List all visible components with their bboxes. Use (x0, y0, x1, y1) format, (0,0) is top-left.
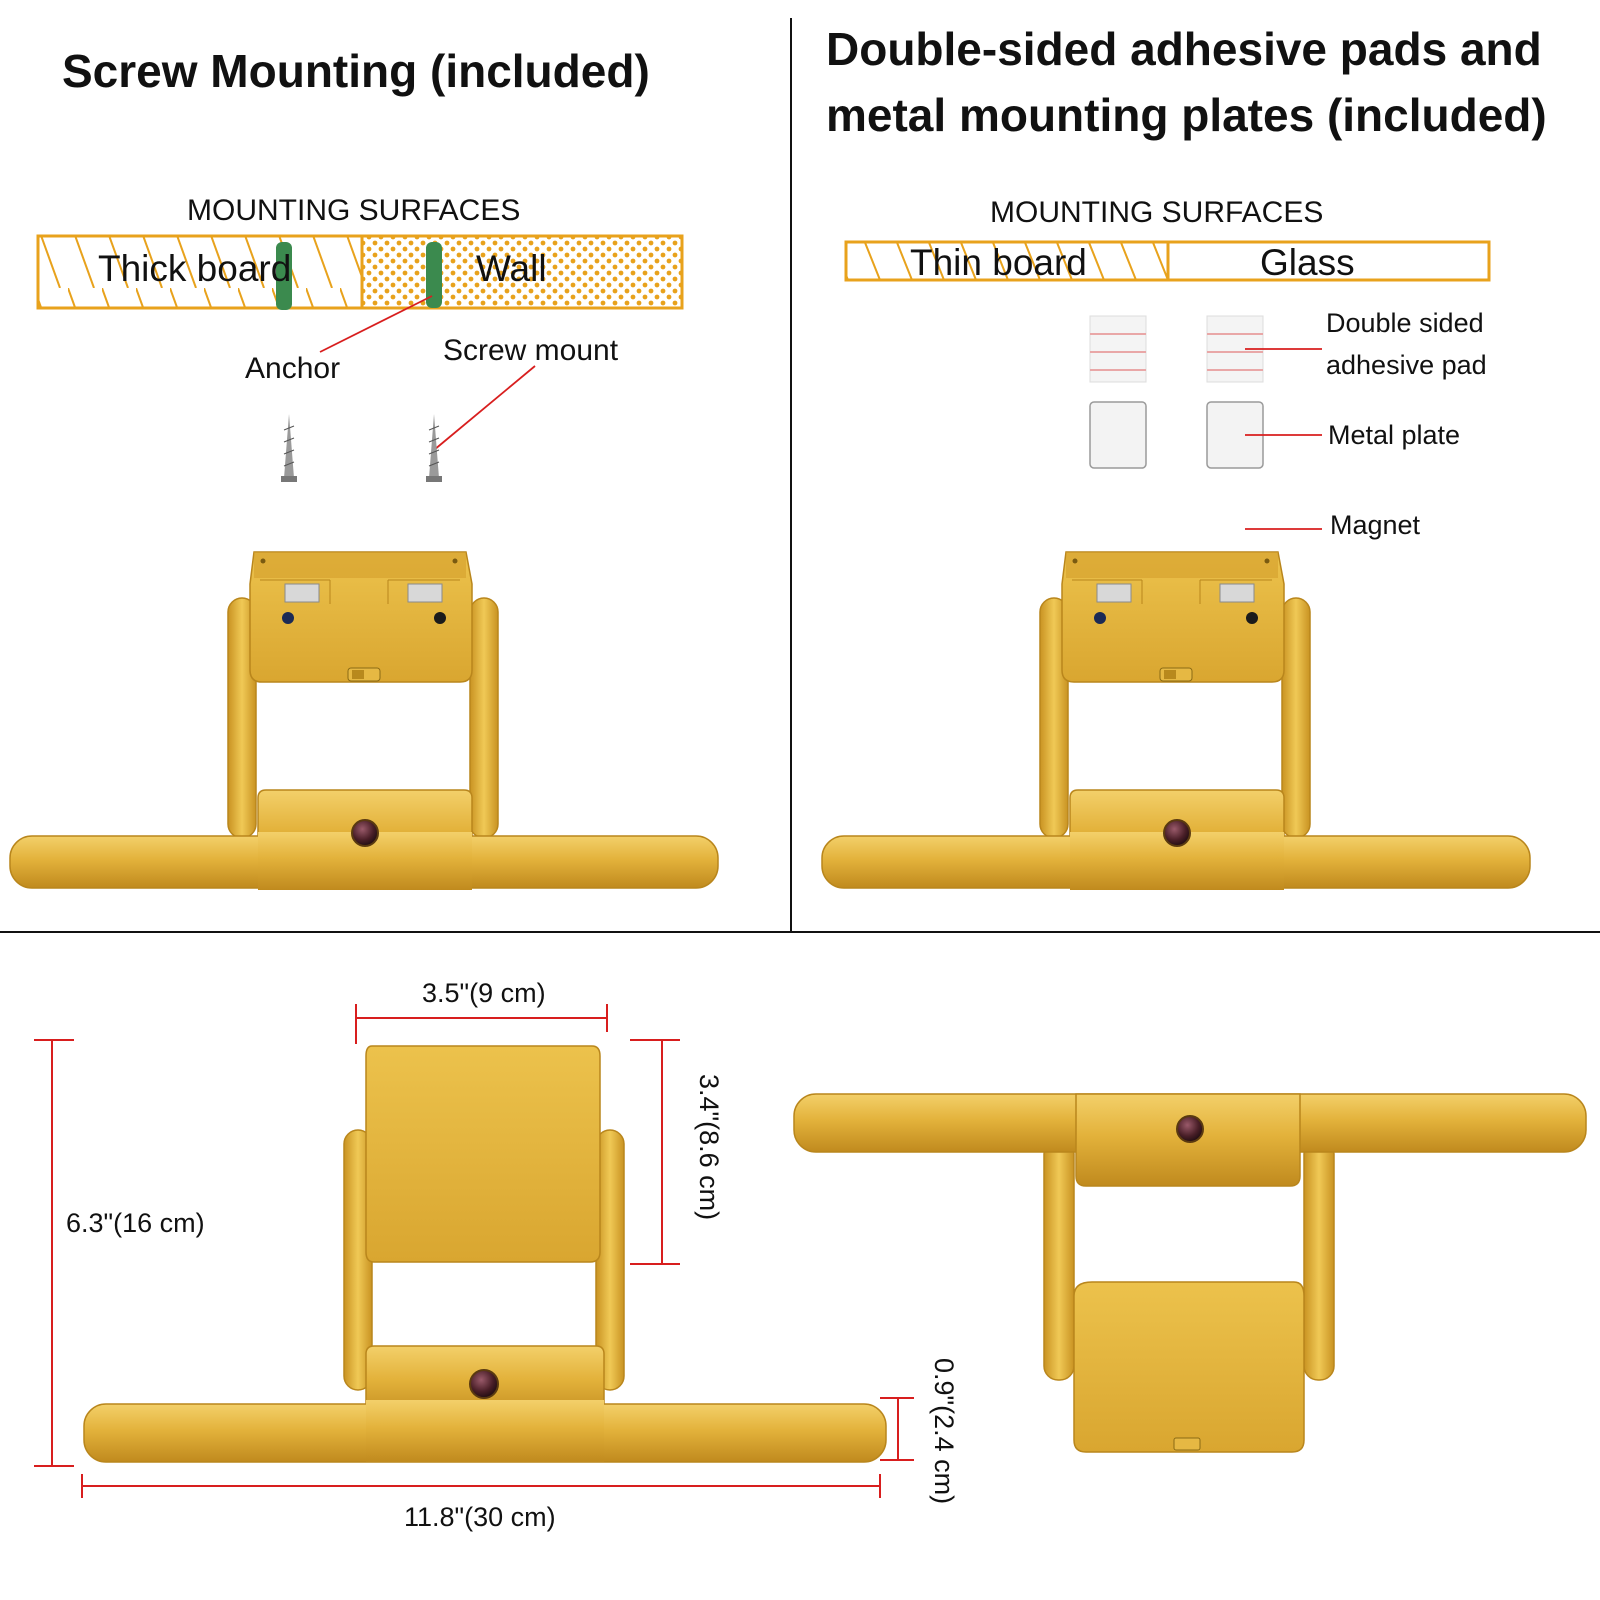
mounting-surfaces-heading: MOUNTING SURFACES (187, 194, 521, 227)
bar-depth-dimension-label: 0.9"(2.4 cm) (929, 1358, 959, 1505)
bar-length-dimension-label: 11.8"(30 cm) (404, 1502, 556, 1532)
width-dimension-label: 3.5"(9 cm) (422, 978, 546, 1008)
screw-mounting-title: Screw Mounting (included) (62, 45, 650, 97)
thick-board-label: Thick board (98, 248, 292, 289)
lamp-dimension-front-view (84, 1046, 886, 1462)
anchor-label: Anchor (245, 352, 341, 385)
adhesive-pad-icon (1090, 316, 1146, 382)
metal-plate-label: Metal plate (1328, 420, 1461, 450)
adhesive-pad-label: adhesive pad (1326, 350, 1487, 380)
wall-label: Wall (476, 248, 547, 289)
screw-icon (426, 414, 442, 482)
picture-light-screw-mount (10, 552, 718, 890)
top-height-dimension-label: 3.4"(8.6 cm) (694, 1074, 724, 1221)
thin-board-label: Thin board (910, 242, 1087, 283)
adhesive-title-line1: Double-sided adhesive pads and (826, 23, 1542, 75)
metal-plate-icon (1090, 402, 1146, 468)
adhesive-pad-label: Double sided (1326, 308, 1484, 338)
screw-mount-label: Screw mount (443, 334, 619, 367)
mounting-surfaces-heading: MOUNTING SURFACES (990, 196, 1324, 229)
screw-icon (281, 414, 297, 482)
picture-light-adhesive-mount (822, 552, 1530, 890)
screw-leader-line (434, 366, 535, 450)
adhesive-title-line2: metal mounting plates (included) (826, 89, 1547, 141)
magnet-label: Magnet (1330, 510, 1421, 540)
total-height-dimension-label: 6.3"(16 cm) (66, 1208, 205, 1238)
glass-label: Glass (1260, 242, 1355, 283)
